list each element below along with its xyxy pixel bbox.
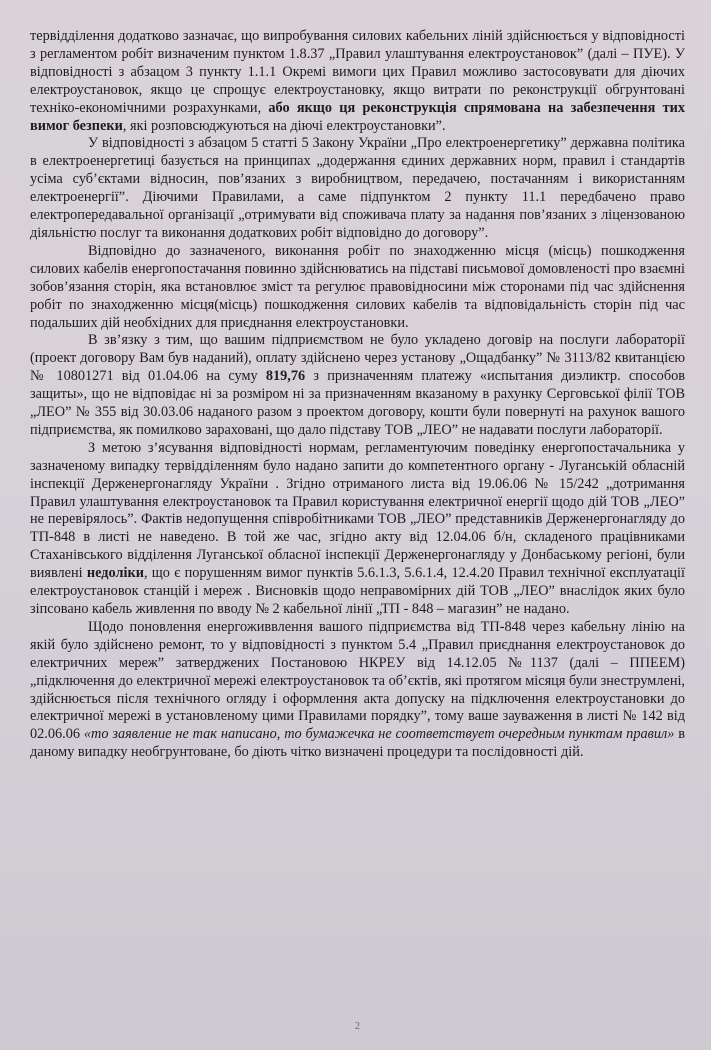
bold-text: або якщо ця реконструкція спрямована на забезпечення тих вимог безпеки (30, 99, 685, 134)
bold-text: недоліки (86, 565, 144, 582)
text-run: У відповідності з абзацом 5 статті 5 Закону України „Про електроенергетику” державна політика в електроенергетиці базується на принципах „додержання єдиних державних норм, правил і стандартів усіма суб’єктами відносин, пов’язаних з виробництвом, передачею, постачанням і використанням електроенергії”. Діючими Правилами, а саме підпунктом 2 пункту 11.1 передбачено право електропередавальної організації „отримувати від споживача плату за надання пов’язаних з ліцензованою діяльністю послуг та виконання додаткових робіт відповідно до договору”. (30, 135, 685, 241)
bold-text: 819,76 (265, 368, 306, 385)
text-run: , які розповсюджуються на діючі електроустановки”. (122, 117, 446, 134)
text-run: , що є порушенням вимог пунктів 5.6.1.3, 5.6.1.4, 12.4.20 Правил технічної експлуатації електроустановок станцій і мереж . Висновків щодо неправомірних дій ТОВ „ЛЕО” внаслідок яких було зіпсовано кабель живлення по вводу № 2 кабельної лінії „ТП - 848 – магазин” не надано. (30, 565, 686, 617)
paragraph (30, 135, 685, 242)
text-run: З метою з’ясування відповідності нормам, регламентуючим поведінку енергопостачальника у зазначеному випадку тервідділенням було надано запити до компетентного органу - Луганській обласній інспекції Держенергонагляду України . Згідно отриманого листа від 19.06.06 № 15/242 „дотримання Правил улаштування електроустановок та Правил користування електричної енергії щодо дій ТОВ „ЛЕО” не перевірялось”. Фактів недопущення співробітниками ТОВ „ЛЕО” представників Держенергонагляду до ТП-848 в листі не наведено. В той же час, згідно акту від 12.04.06 б/н, складеного працівниками Стаханівського відділення Луганської обласної інспекції Держенергонагляду у Донбаському регіоні, були виявлені (30, 439, 685, 582)
paragraph (30, 243, 685, 333)
text-run: В зв’язку з тим, що вашим підприємством не було укладено договір на послуги лабораторії (проект договору Вам був наданий), оплату здійснено через установу „Ощадбанку” № 3113/82 квитанцією № 10801271 від 01.04.06 на суму (30, 332, 685, 385)
paragraph (30, 619, 685, 762)
document-body (30, 28, 685, 762)
paragraph (30, 332, 685, 439)
italic-quote: «то заявление не так написано, то бумажечка не соответствует очередным пунктам правил» (83, 726, 675, 743)
text-run: Відповідно до зазначеного, виконання робіт по знаходженню місця (місць) пошкодження силових кабелів енергопостачання повинно здійснюватись на підставі письмової домовленості про взаємні зобов’язання сторін, яка встановлює зміст та регулює правовідносини між сторонами під час здійснення робіт по знаходженню місця(місць) пошкодження силових кабелів та відповідальність сторін під час подальших дій необхідних для приєднання електроустановки. (30, 242, 685, 331)
page-number: 2 (355, 1021, 360, 1032)
text-run: тервідділення додатково зазначає, що випробування силових кабельних ліній здійснюється у відповідності з регламентом робіт визначеним пунктом 1.8.37 „Правил улаштування електроустановок” (далі – ПУЕ). У відповідності з абзацом 3 пункту 1.1.1 Окремі вимоги цих Правил можливо застосовувати для діючих електроустановок, якщо це спрощує електроустановку, якщо витрати по реконструкції обгрунтовані техніко-економічними розрахунками, (30, 28, 685, 116)
text-run: в даному випадку необгрунтоване, бо діють чітко визначені процедури та послідовності дій. (30, 726, 685, 761)
paragraph (30, 28, 685, 135)
paragraph (30, 440, 685, 619)
text-run: Щодо поновлення енергоживвлення вашого підприємства від ТП-848 через кабельну лінію на якій було здійснено ремонт, то у відповідності з пунктом 5.4 „Правил приєднання електроустановок до електричних мереж” затверджених Постановою НКРЕУ від 14.12.05 №1137 (далі – ППЕЕМ) „підключення до електричної мережі електроустановок та об’єктів, які протягом місяця були знеструмлені, здійснюється після технічного огляду і оформлення акта допуску на підключення електроустановки до електричної мережі в установленому цими Правилами порядку”, тому ваше зауваження в листі № 142 від 02.06.06 (30, 618, 686, 743)
text-run: з призначенням платежу «испытания диэликтр. способов защиты», що не відповідає ні за розміром ні за призначенням вказаному в рахунку Серговської філії ТОВ „ЛЕО” № 355 від 30.03.06 наданого разом з проектом договору, кошти були повернуті на рахунок вашого підприємства, як помилково зараховані, що дало підставу ТОВ „ЛЕО” не надавати послуги лабораторії. (30, 368, 685, 438)
